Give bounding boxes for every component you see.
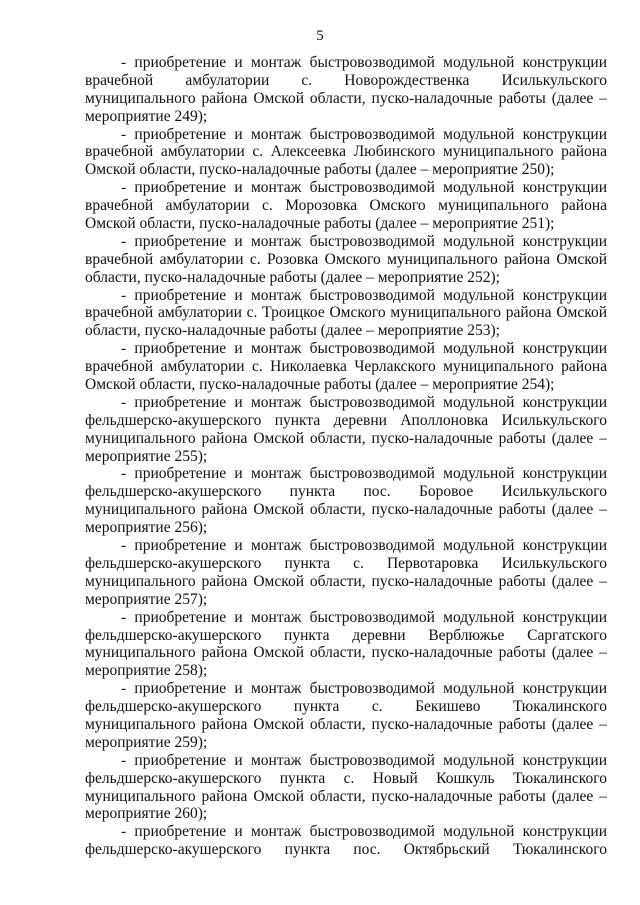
text-line: области, пуско-наладочные работы (далее – мероприятие 252);	[85, 268, 500, 286]
text-line: муниципального района Омской области, пуско-наладочные работы (далее –	[85, 644, 607, 662]
text-line: муниципального района Омской области, пуско-наладочные работы (далее –	[85, 572, 607, 590]
text-line: фельдшерско-акушерского пункта с. Бекишево Тюкалинского	[85, 698, 607, 716]
text-line: Омской области, пуско-наладочные работы (далее – мероприятие 250);	[85, 161, 555, 179]
text-line: - приобретение и монтаж быстровозводимой модульной конструкции	[121, 54, 607, 71]
text-line: мероприятие 260);	[85, 805, 208, 823]
text-line: - приобретение и монтаж быстровозводимой модульной конструкции	[121, 125, 607, 143]
text-line: мероприятие 259);	[85, 733, 208, 751]
text-line: врачебной амбулатории с. Розовка Омского муниципального района Омской	[85, 250, 607, 268]
text-line: - приобретение и монтаж быстровозводимой модульной конструкции	[121, 465, 607, 483]
page-number: 5	[316, 28, 324, 44]
text-line: - приобретение и монтаж быстровозводимой модульной конструкции	[121, 537, 607, 555]
text-line: мероприятие 257);	[85, 590, 208, 608]
text-line: муниципального района Омской области, пуско-наладочные работы (далее –	[85, 787, 607, 805]
text-line: области, пуско-наладочные работы (далее – мероприятие 253);	[85, 322, 500, 340]
text-line: мероприятие 258);	[85, 662, 208, 680]
text-line: фельдшерско-акушерского пункта деревни Верблюжье Саргатского	[85, 626, 607, 644]
text-line: - приобретение и монтаж быстровозводимой модульной конструкции	[121, 680, 607, 698]
text-line: - приобретение и монтаж быстровозводимой модульной конструкции	[121, 179, 607, 197]
text-line: мероприятие 256);	[85, 519, 208, 537]
text-line: - приобретение и монтаж быстровозводимой модульной конструкции	[121, 823, 607, 841]
text-line: - приобретение и монтаж быстровозводимой модульной конструкции	[121, 340, 607, 358]
text-line: муниципального района Омской области, пуско-наладочные работы (далее –	[85, 429, 607, 447]
text-line: врачебной амбулатории с. Алексеевка Любинского муниципального района	[85, 143, 607, 161]
text-line: врачебной амбулатории с. Морозовка Омского муниципального района	[85, 197, 607, 215]
text-line: врачебной амбулатории с. Николаевка Черлакского муниципального района	[85, 358, 607, 376]
text-line: - приобретение и монтаж быстровозводимой модульной конструкции	[121, 751, 607, 769]
text-line: фельдшерско-акушерского пункта пос. Октябрьский Тюкалинского	[85, 841, 607, 859]
text-line: муниципального района Омской области, пуско-наладочные работы (далее –	[85, 715, 607, 733]
text-line: - приобретение и монтаж быстровозводимой модульной конструкции	[121, 232, 607, 250]
text-line: фельдшерско-акушерского пункта с. Первотаровка Исилькульского	[85, 554, 607, 572]
text-line: Омской области, пуско-наладочные работы (далее – мероприятие 251);	[85, 215, 555, 233]
text-line: фельдшерско-акушерского пункта с. Новый Кошкуль Тюкалинского	[85, 769, 607, 787]
text-line: муниципального района Омской области, пуско-наладочные работы (далее –	[85, 501, 607, 519]
text-line: муниципального района Омской области, пуско-наладочные работы (далее –	[85, 89, 607, 107]
text-line: - приобретение и монтаж быстровозводимой модульной конструкции	[121, 393, 607, 411]
text-line: - приобретение и монтаж быстровозводимой модульной конструкции	[121, 608, 607, 626]
text-line: Омской области, пуско-наладочные работы (далее – мероприятие 254);	[85, 376, 555, 394]
text-line: мероприятие 255);	[85, 447, 208, 465]
text-line: врачебной амбулатории с. Троицкое Омского муниципального района Омской	[85, 304, 607, 322]
document-body	[85, 54, 607, 859]
text-line: врачебной амбулатории с. Новорождественка Исилькульского	[85, 71, 607, 89]
text-line: фельдшерско-акушерского пункта деревни Аполлоновка Исилькульского	[85, 411, 607, 429]
text-line: - приобретение и монтаж быстровозводимой модульной конструкции	[121, 286, 607, 304]
text-line: фельдшерско-акушерского пункта пос. Боровое Исилькульского	[85, 483, 607, 501]
text-line: мероприятие 249);	[85, 107, 208, 125]
